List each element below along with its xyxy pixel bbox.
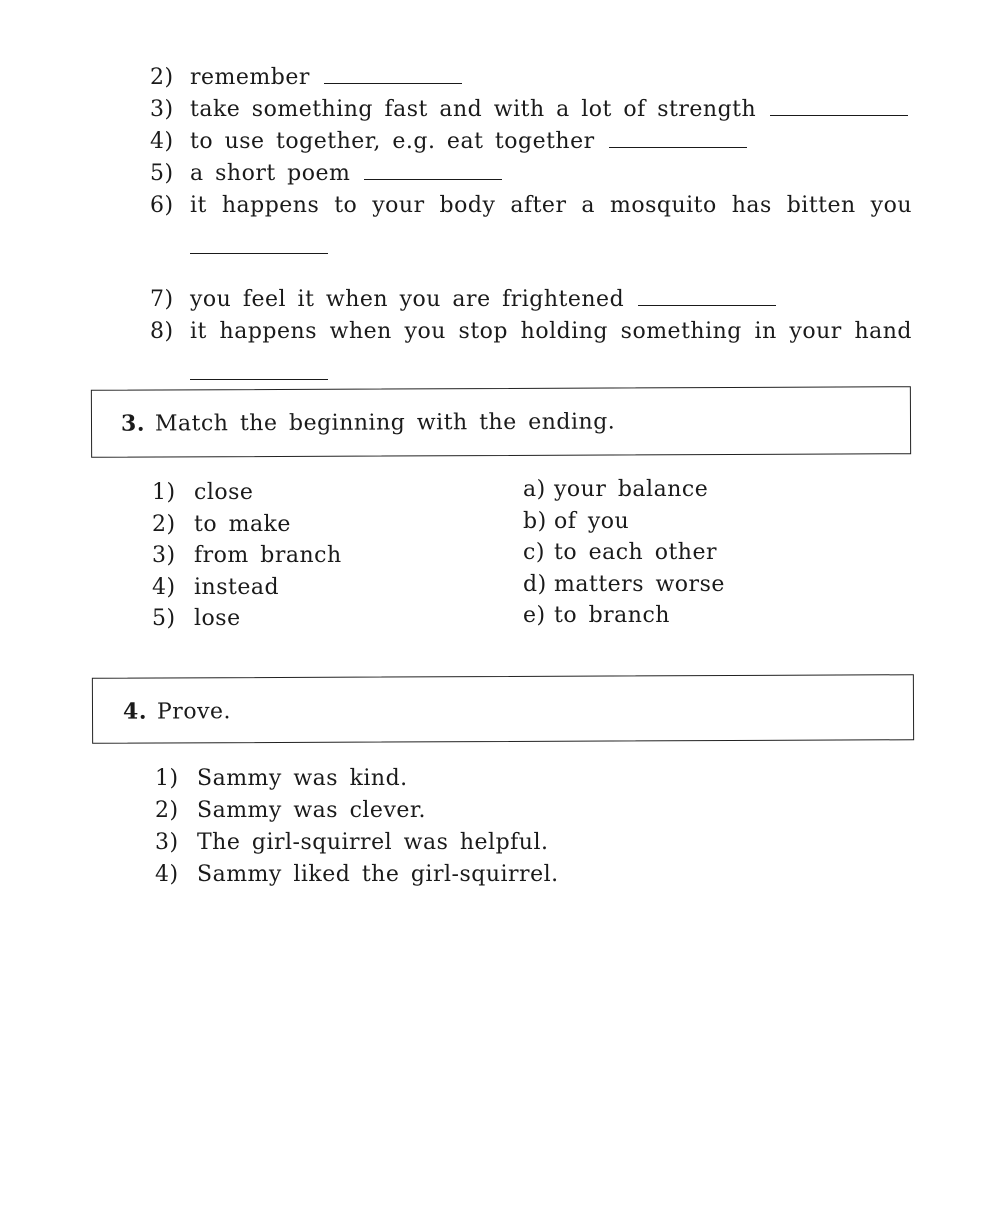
ending-letter: c) <box>523 540 545 565</box>
ending-item <box>523 506 725 538</box>
task-4-number: 4. <box>122 698 148 725</box>
definition-text: you feel it when you are frightened <box>190 287 625 312</box>
prove-number: 4) <box>155 862 179 887</box>
prove-number: 2) <box>155 798 179 823</box>
prove-text: Sammy liked the girl-squirrel. <box>197 862 559 887</box>
beginning-text: instead <box>194 574 280 600</box>
ending-text: to branch <box>554 603 670 628</box>
task-3-number: 3. <box>120 410 146 437</box>
beginning-number: 4) <box>152 574 176 600</box>
task-4-header-box <box>92 674 914 744</box>
prove-statements-list <box>155 763 559 891</box>
beginning-item <box>152 477 342 509</box>
ending-letter: b) <box>523 508 547 534</box>
answer-blank[interactable] <box>190 378 328 380</box>
definition-item <box>150 94 912 126</box>
ending-text: to each other <box>554 540 717 565</box>
answer-blank[interactable] <box>609 146 747 148</box>
endings-column <box>523 474 725 632</box>
definition-item <box>150 126 912 158</box>
definition-item <box>150 316 912 348</box>
answer-blank[interactable] <box>364 178 502 180</box>
prove-item <box>155 763 559 795</box>
definitions-list <box>150 62 912 410</box>
definition-text: it happens to your body after a mosquito has bitten you <box>190 193 912 218</box>
definition-number: 8) <box>150 319 174 344</box>
prove-text: Sammy was clever. <box>197 798 426 823</box>
definition-text: to use together, e.g. eat together <box>190 129 595 154</box>
beginning-text: to make <box>194 511 291 537</box>
prove-item <box>155 827 559 859</box>
definition-number: 5) <box>150 161 174 186</box>
beginning-text: lose <box>194 606 241 631</box>
ending-text: of you <box>554 508 630 534</box>
task-4-title-line <box>123 698 231 724</box>
task-3-header-box <box>91 386 911 458</box>
definition-text: take something fast and with a lot of strength <box>190 97 757 122</box>
definition-item <box>150 190 912 222</box>
definition-text: it happens when you stop holding something in your hand <box>190 319 912 344</box>
prove-number: 3) <box>155 830 179 855</box>
beginning-item <box>152 540 342 572</box>
beginning-number: 1) <box>152 480 176 505</box>
definition-text: remember <box>190 65 310 90</box>
definition-text: a short poem <box>190 161 351 186</box>
definition-item <box>150 158 912 190</box>
definition-item <box>150 62 912 94</box>
ending-letter: a) <box>523 477 546 502</box>
prove-number: 1) <box>155 766 179 791</box>
definition-number: 4) <box>150 129 174 154</box>
ending-letter: d) <box>523 571 547 597</box>
ending-item <box>523 474 725 506</box>
definition-number: 2) <box>150 65 174 90</box>
task-3-title-line <box>121 409 615 437</box>
ending-text: your balance <box>554 477 709 502</box>
task-3-title: Match the beginning with the ending. <box>154 409 616 437</box>
task-4-title: Prove. <box>156 699 232 725</box>
ending-text: matters worse <box>554 571 725 597</box>
answer-blank[interactable] <box>638 304 776 306</box>
beginning-number: 2) <box>152 511 176 537</box>
beginning-text: close <box>194 480 254 505</box>
definition-item <box>150 284 912 316</box>
answer-blank[interactable] <box>190 252 328 254</box>
prove-text: Sammy was kind. <box>197 766 408 791</box>
beginning-item <box>152 509 342 541</box>
answer-blank-row <box>150 222 912 284</box>
definition-number: 6) <box>150 193 174 218</box>
beginning-item <box>152 572 342 604</box>
beginning-item <box>152 603 342 635</box>
beginnings-column <box>152 477 342 635</box>
answer-blank[interactable] <box>324 82 462 84</box>
answer-blank[interactable] <box>770 114 908 116</box>
beginning-number: 5) <box>152 606 176 631</box>
definition-number: 3) <box>150 97 174 122</box>
prove-item <box>155 795 559 827</box>
beginning-number: 3) <box>152 543 176 568</box>
ending-letter: e) <box>523 603 546 628</box>
prove-item <box>155 859 559 891</box>
prove-text: The girl-squirrel was helpful. <box>197 830 549 855</box>
ending-item <box>523 600 725 632</box>
beginning-text: from branch <box>194 543 342 568</box>
ending-item <box>523 569 725 601</box>
definition-number: 7) <box>150 287 174 312</box>
ending-item <box>523 537 725 569</box>
